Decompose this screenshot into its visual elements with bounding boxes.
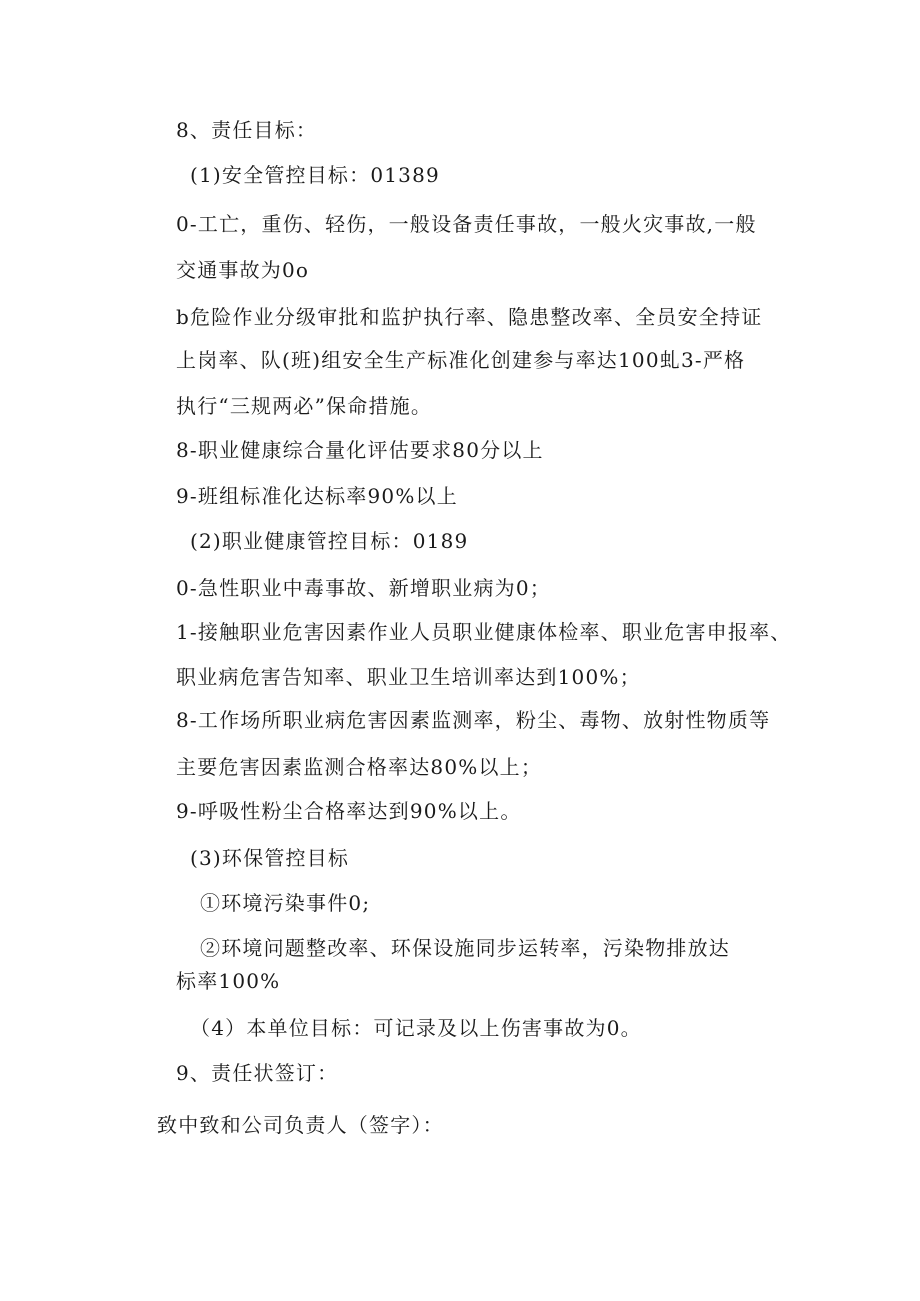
environment-target-item: ①环境污染事件0; <box>200 891 371 915</box>
health-target-item: 9-呼吸性粉尘合格率达到90%以上。 <box>176 799 522 823</box>
signature-line: 致中致和公司负责人（签字）： <box>157 1113 444 1137</box>
section-heading-8: 8、责任目标： <box>176 118 318 142</box>
safety-target-item: 执行“三规两必”保命措施。 <box>176 394 433 418</box>
subsection-title-safety: (1)安全管控目标：01389 <box>190 163 440 187</box>
subsection-title-environment: (3)环保管控目标 <box>190 846 350 870</box>
environment-target-item: 标率100% <box>176 969 281 993</box>
safety-target-item: 9-班组标准化达标率90%以上 <box>176 484 458 508</box>
health-target-item: 0-急性职业中毒事故、新增职业病为0； <box>176 576 552 600</box>
environment-target-item: ②环境问题整改率、环保设施同步运转率，污染物排放达 <box>200 936 730 960</box>
safety-target-item: 上岗率、队(班)组安全生产标准化创建参与率达100虬3-严格 <box>176 348 746 372</box>
safety-target-item: 交通事故为0o <box>176 258 310 282</box>
subsection-title-unit: （4）本单位目标：可记录及以上伤害事故为0。 <box>190 1016 642 1040</box>
subsection-title-health: (2)职业健康管控目标：0189 <box>190 529 469 553</box>
safety-target-item: 0-工亡，重伤、轻伤，一般设备责任事故，一般火灾事故,一般 <box>176 212 757 236</box>
section-heading-9: 9、责任状签订： <box>176 1061 339 1085</box>
safety-target-item: 8-职业健康综合量化评估要求80分以上 <box>176 438 544 462</box>
safety-target-item: b危险作业分级审批和监护执行率、隐患整改率、全员安全持证 <box>176 305 763 329</box>
health-target-item: 主要危害因素监测合格率达80%以上； <box>176 755 543 779</box>
health-target-item: 1-接触职业危害因素作业人员职业健康体检率、职业危害申报率、 <box>176 620 792 644</box>
health-target-item: 8-工作场所职业病危害因素监测率，粉尘、毒物、放射性物质等 <box>176 708 771 732</box>
health-target-item: 职业病危害告知率、职业卫生培训率达到100%； <box>176 665 641 689</box>
